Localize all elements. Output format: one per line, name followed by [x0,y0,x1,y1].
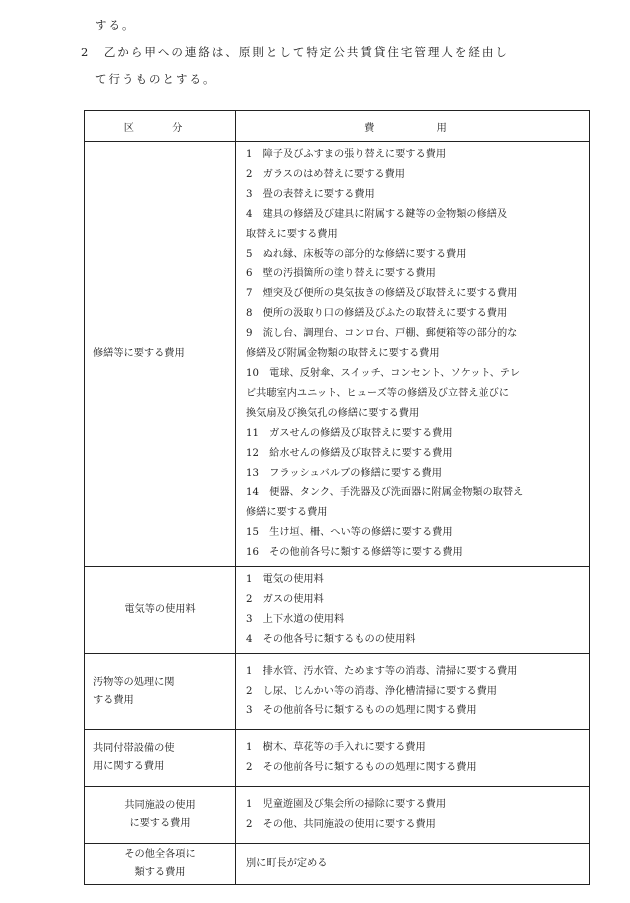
item-text: 7 煙突及び便所の臭気抜きの修繕及び取替えに要する費用 [246,288,518,300]
item-text: 10 電球、反射傘、スイッチ、コンセント、ソケット、テレ [246,367,521,379]
item-text: 3 その他前各号に類するものの処理に関する費用 [246,705,477,717]
header-cost: 費 用 [236,111,590,142]
cost-items-cell [236,567,590,654]
item-text: 1 電気の使用料 [246,574,324,586]
list-item [246,701,583,721]
list-item [246,483,583,523]
item-text: 11 ガスせんの修繕及び取替えに要する費用 [246,427,453,439]
table-row [85,730,590,787]
category-label: 修繕等に要する費用 [93,348,185,360]
list-item [246,444,583,464]
table-row [85,142,590,567]
list-item [246,304,583,324]
item-text: 6 壁の汚損箇所の塗り替えに要する費用 [246,268,436,280]
cost-items-cell [236,844,590,885]
table-row [85,787,590,844]
table-header-row [85,111,590,142]
list-item [246,284,583,304]
item-text: 2 その他前各号に類するものの処理に関する費用 [246,762,477,774]
list-item [246,795,583,815]
category-cell [85,142,236,567]
list-item [246,543,583,563]
item-text: 4 建具の修繕及び建具に附属する鍵等の金物類の修繕及 [246,208,508,220]
table-row [85,844,590,885]
list-item [246,758,583,778]
list-item [246,364,583,424]
list-item [246,264,583,284]
item-text: 3 上下水道の使用料 [246,613,345,625]
item-text: 5 ぬれ縁、床板等の部分的な修繕に要する費用 [246,248,467,260]
category-label-cont: する費用 [93,694,134,706]
item-text: 1 児童遊園及び集会所の掃除に要する費用 [246,799,447,811]
list-item [246,662,583,682]
list-item [246,590,583,610]
cost-items-cell [236,787,590,844]
category-cell [85,653,236,730]
item-text: 1 障子及びふすまの張り替えに要する費用 [246,149,447,160]
category-cell [85,787,236,844]
list-item [246,205,583,245]
list-item [246,570,583,590]
item-text: 12 給水せんの修繕及び取替えに要する費用 [246,447,453,459]
list-item [246,815,583,835]
item-text: 2 ガスの使用料 [246,593,324,605]
item-text-cont: 取替えに要する費用 [246,228,338,240]
category-cell [85,844,236,885]
list-item [246,424,583,444]
item-text: 9 流し台、調理台、コンロ台、戸棚、郵便箱等の部分的な [246,328,518,340]
category-label: 共同施設の使用 [124,800,196,812]
item-text-cont: 修繕に要する費用 [246,507,328,519]
category-label: その他全各項に [124,849,196,860]
list-item [246,682,583,702]
category-label: 電気等の使用料 [124,603,196,615]
category-label-cont: 類する費用 [134,867,186,878]
category-cell [85,567,236,654]
list-item [246,523,583,543]
item-text-cont: 換気扇及び換気孔の修繕に要する費用 [246,407,420,419]
intro-line-1: する。 [95,18,136,32]
list-item [246,738,583,758]
table-row [85,653,590,730]
item-text-cont: ビ共聴室内ユニット、ヒューズ等の修繕及び立替え並びに [246,387,510,399]
item-text: 別に町長が定める [246,858,328,870]
item-text: 1 排水管、汚水管、ためます等の消毒、清掃に要する費用 [246,665,518,677]
item-text: 1 樹木、草花等の手入れに要する費用 [246,742,426,754]
category-label-cont: に要する費用 [129,818,191,830]
item-text: 2 し尿、じんかい等の消毒、浄化槽清掃に要する費用 [246,685,497,697]
item-text: 16 その他前各号に類する修繕等に要する費用 [246,547,463,559]
item-text: 14 便器、タンク、手洗器及び洗面器に附属金物類の取替え [246,487,524,499]
list-item [246,185,583,205]
list-item [246,630,583,650]
intro-line-2: 2 乙から甲への連絡は、原則として特定公共賃貸住宅管理人を経由し [81,45,509,59]
cost-items-cell [236,142,590,567]
intro-line-3: て行うものとする。 [95,72,217,86]
item-text: 8 便所の汲取り口の修繕及びふたの取替えに要する費用 [246,308,508,320]
header-category: 区 分 [85,111,236,142]
cost-table [84,110,590,885]
list-item [246,854,583,874]
category-cell [85,730,236,787]
item-text: 2 その他、共同施設の使用に要する費用 [246,819,436,831]
list-item [246,245,583,265]
cost-items-cell [236,653,590,730]
item-text-cont: 修繕及び附属金物類の取替えに要する費用 [246,348,440,360]
category-label: 汚物等の処理に関 [93,676,175,688]
list-item [246,324,583,364]
item-text: 4 その他各号に類するものの使用料 [246,633,416,645]
list-item [246,165,583,185]
table-row [85,567,590,654]
category-label-cont: 用に関する費用 [93,761,165,773]
list-item [246,145,583,165]
item-text: 3 畳の表替えに要する費用 [246,188,375,200]
list-item [246,610,583,630]
item-text: 13 フラッシュバルブの修繕に要する費用 [246,467,442,479]
item-text: 2 ガラスのはめ替えに要する費用 [246,168,405,180]
cost-items-cell [236,730,590,787]
category-label: 共同付帯設備の使 [93,743,175,755]
list-item [246,464,583,484]
item-text: 15 生け垣、柵、へい等の修繕に要する費用 [246,527,453,539]
